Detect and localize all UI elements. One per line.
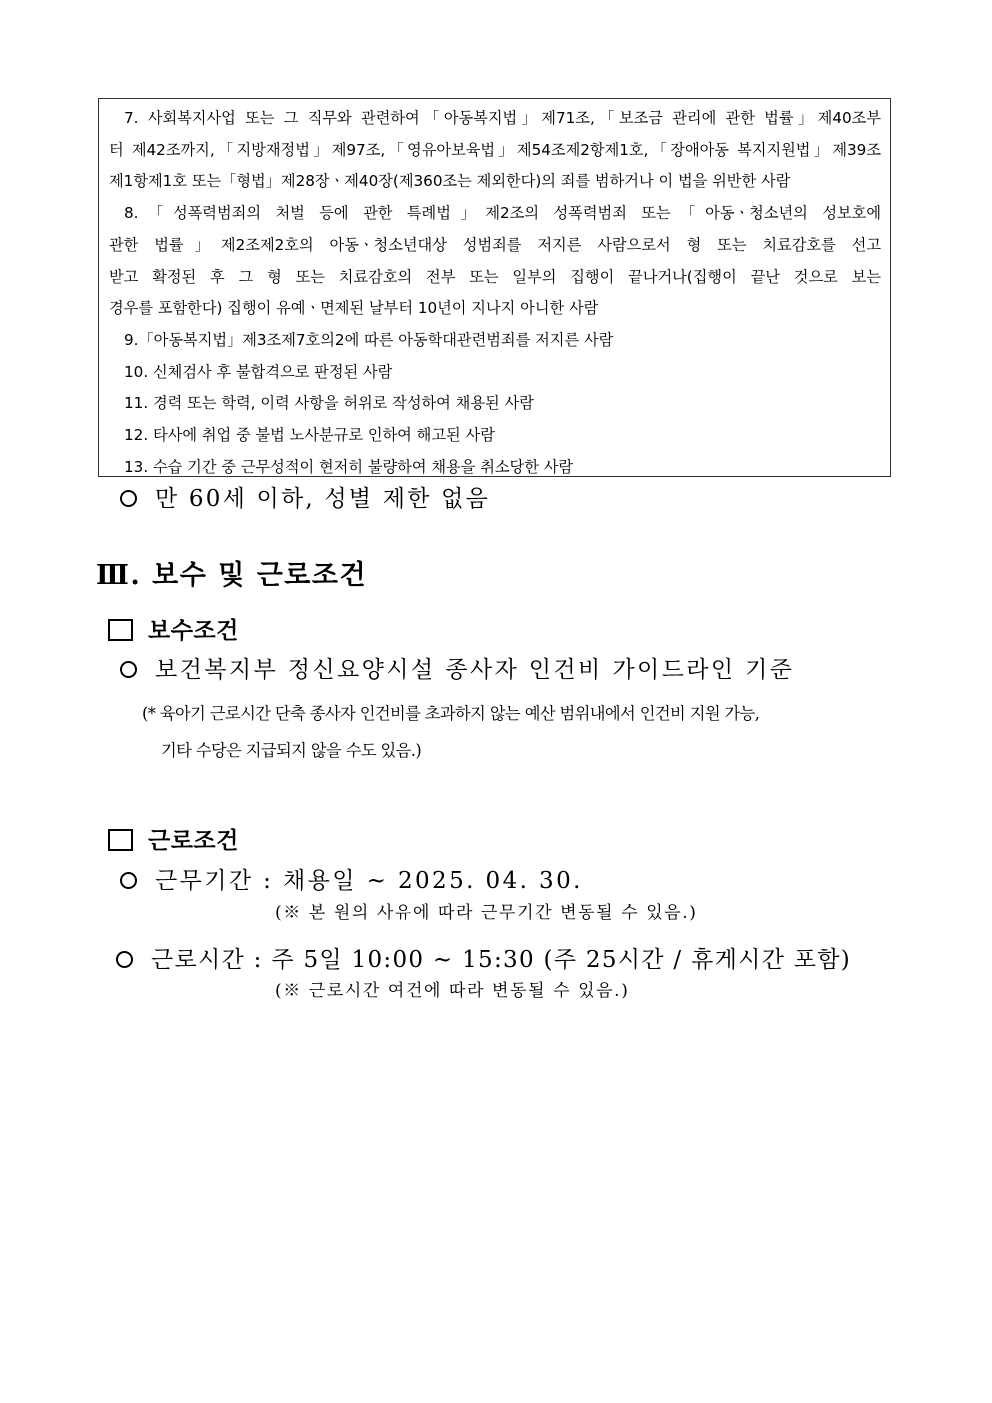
- work-period-note: (※ 본 원의 사유에 따라 근무기간 변동될 수 있음.): [275, 903, 698, 923]
- item-13: 13. 수습 기간 중 근무성적이 현저히 불량하여 채용을 취소당한 사람: [124, 457, 574, 476]
- item-11: 11. 경력 또는 학력, 이력 사항을 허위로 작성하여 채용된 사람: [124, 394, 534, 413]
- age-requirement-text: 만 60세 이하, 성별 제한 없음: [155, 486, 490, 512]
- disqualification-box: [98, 98, 891, 477]
- hollow-circle-icon: [120, 661, 137, 678]
- hollow-circle-icon: [116, 951, 133, 968]
- work-hours: [116, 941, 851, 974]
- item-8-line-1: 8.「성폭력범죄의 처벌 등에 관한 특례법」제2조의 성폭력범죄 또는「아동ㆍ청소년의 성보호에: [124, 204, 881, 223]
- pay-conditions-heading: [108, 612, 239, 645]
- pay-standard: [120, 651, 794, 684]
- empty-square-icon: [108, 619, 133, 641]
- work-hours-note: (※ 근로시간 여건에 따라 변동될 수 있음.): [275, 981, 630, 1001]
- section-title: Ⅲ. 보수 및 근로조건: [96, 560, 368, 591]
- empty-square-icon: [108, 829, 133, 851]
- work-conditions-title: 근로조건: [148, 827, 239, 854]
- work-period-text: 근무기간 : 채용일 ~ 2025. 04. 30.: [155, 868, 583, 894]
- pay-note-line-2: 기타 수당은 지급되지 않을 수도 있음.): [161, 741, 422, 760]
- pay-note-line-1: (* 육아기 근로시간 단축 종사자 인건비를 초과하지 않는 예산 범위내에서 인건비 지원 가능,: [142, 704, 760, 723]
- hollow-circle-icon: [120, 872, 137, 889]
- item-10: 10. 신체검사 후 불합격으로 판정된 사람: [124, 362, 393, 381]
- pay-standard-text: 보건복지부 정신요양시설 종사자 인건비 가이드라인 기준: [155, 657, 795, 683]
- item-12: 12. 타사에 취업 중 불법 노사분규로 인하여 해고된 사람: [124, 426, 495, 445]
- item-7-line-1: 7. 사회복지사업 또는 그 직무와 관련하여「아동복지법」제71조,「보조금 관리에 관한 법률」제40조부: [124, 109, 881, 127]
- pay-conditions-title: 보수조건: [148, 617, 239, 644]
- work-conditions-heading: [108, 822, 239, 855]
- item-7-line-3: 제1항제1호 또는「형법」제28장ㆍ제40장(제360조는 제외한다)의 죄를 범하거나 이 법을 위반한 사람: [109, 172, 791, 191]
- hollow-circle-icon: [120, 490, 137, 507]
- age-requirement: [120, 480, 490, 513]
- item-8-line-3: 받고 확정된 후 그 형 또는 치료감호의 전부 또는 일부의 집행이 끝나거나(집행이 끝난 것으로 보는: [109, 267, 881, 286]
- item-8-line-4: 경우를 포함한다) 집행이 유예ㆍ면제된 날부터 10년이 지나지 아니한 사람: [109, 299, 599, 318]
- work-hours-text: 근로시간 : 주 5일 10:00 ~ 15:30 (주 25시간 / 휴게시간 포함): [151, 947, 852, 973]
- work-period: [120, 862, 583, 895]
- item-8-line-2: 관한 법률」제2조제2호의 아동ㆍ청소년대상 성범죄를 저지른 사람으로서 형 또는 치료감호를 선고: [109, 235, 881, 254]
- item-9: 9.「아동복지법」제3조제7호의2에 따른 아동학대관련범죄를 저지른 사람: [124, 330, 614, 349]
- item-7-line-2: 터 제42조까지,「지방재정법」제97조,「영유아보육법」제54조제2항제1호,「장애아동 복지지원법」제39조: [109, 140, 881, 159]
